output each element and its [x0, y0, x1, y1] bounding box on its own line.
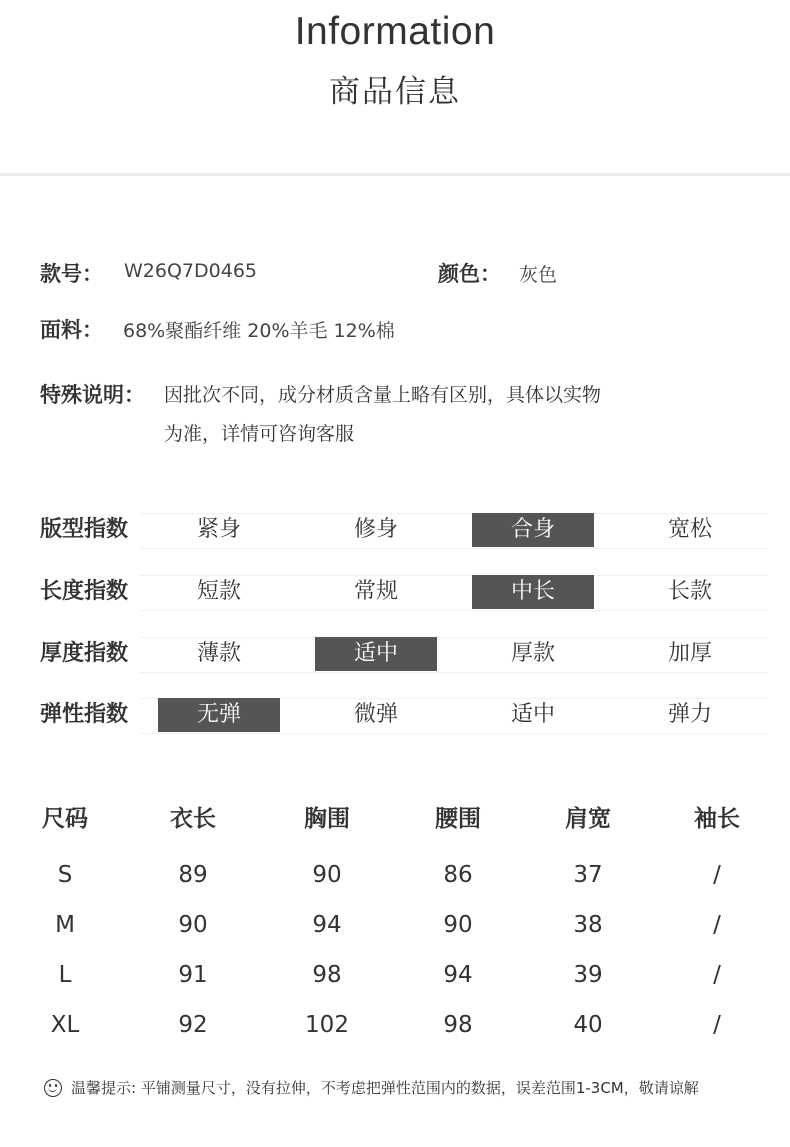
- scale-label: 版型指数: [40, 517, 129, 542]
- size-table-size: XL: [50, 1012, 80, 1038]
- size-table-cell: 90: [178, 912, 208, 938]
- special-note-line-2: 为准，详情可咨询客服: [164, 423, 355, 445]
- color-label: 颜色：: [438, 262, 501, 286]
- size-table-size: S: [57, 862, 73, 888]
- special-note-line-1: 因批次不同，成分材质含量上略有区别，具体以实物: [164, 384, 602, 406]
- scale-option: 宽松: [667, 517, 712, 542]
- style-number-value: W26Q7D0465: [124, 260, 257, 282]
- scale-option: 加厚: [667, 641, 712, 666]
- scale-option: 弹力: [667, 702, 712, 727]
- scale-option: 长款: [667, 579, 712, 604]
- special-note-label: 特殊说明：: [40, 383, 145, 407]
- size-table-size: L: [58, 962, 72, 988]
- size-table-header: 胸围: [304, 806, 350, 832]
- size-table-cell: 102: [305, 1012, 349, 1038]
- color-value: 灰色: [519, 264, 558, 286]
- scale-label: 弹性指数: [40, 702, 129, 727]
- title-english: Information: [294, 10, 496, 53]
- scale-label: 厚度指数: [40, 641, 129, 666]
- size-table-cell: /: [713, 1012, 721, 1038]
- size-table-cell: 98: [312, 962, 342, 988]
- scale-option: 修身: [353, 517, 398, 542]
- scale-option-selected: 适中: [315, 637, 437, 671]
- scale-option-selected: 合身: [472, 513, 594, 547]
- scale-option: 适中: [510, 702, 555, 727]
- scale-option: 紧身: [196, 517, 241, 542]
- smiley-icon: [44, 1079, 62, 1097]
- size-table-cell: 92: [178, 1012, 208, 1038]
- scale-label: 长度指数: [40, 579, 129, 604]
- scale-row: [0, 572, 790, 612]
- size-table-cell: 94: [443, 962, 473, 988]
- scale-option-selected: 中长: [472, 575, 594, 609]
- fabric-value: 68%聚酯纤维 20%羊毛 12%棉: [123, 320, 395, 342]
- size-table-cell: 89: [178, 862, 208, 888]
- size-table-cell: 91: [178, 962, 208, 988]
- size-table-cell: 94: [312, 912, 342, 938]
- fabric-label: 面料：: [40, 318, 103, 342]
- scale-row: [0, 510, 790, 550]
- scale-row: [0, 634, 790, 674]
- size-table-cell: 90: [312, 862, 342, 888]
- size-table-header: 袖长: [694, 806, 740, 832]
- size-table-header: 衣长: [170, 806, 216, 832]
- scale-option: 微弹: [353, 702, 398, 727]
- size-table-cell: /: [713, 912, 721, 938]
- size-table-header: 肩宽: [565, 806, 611, 832]
- scale-option: 常规: [353, 579, 398, 604]
- header-divider: [0, 173, 790, 176]
- scale-option: 短款: [196, 579, 241, 604]
- scale-row: [0, 695, 790, 735]
- size-table-cell: 98: [443, 1012, 473, 1038]
- size-table-cell: 37: [573, 862, 603, 888]
- measurement-tip-text: 温馨提示: 平铺测量尺寸，没有拉伸，不考虑把弹性范围内的数据，误差范围1-3CM，敬请谅解: [71, 1079, 699, 1097]
- size-table-size: M: [55, 912, 75, 938]
- size-table-cell: 86: [443, 862, 473, 888]
- size-table-header: 尺码: [42, 806, 88, 832]
- scale-option: 薄款: [196, 641, 241, 666]
- title-chinese: 商品信息: [329, 74, 461, 110]
- scale-option-selected: 无弹: [158, 698, 280, 732]
- measurement-tip: [44, 1077, 699, 1098]
- size-table-cell: 39: [573, 962, 603, 988]
- size-table-cell: /: [713, 862, 721, 888]
- scale-option: 厚款: [510, 641, 555, 666]
- style-number-label: 款号：: [40, 262, 103, 286]
- size-table-header: 腰围: [435, 806, 481, 832]
- size-table-cell: /: [713, 962, 721, 988]
- size-table-cell: 40: [573, 1012, 603, 1038]
- size-table-cell: 38: [573, 912, 603, 938]
- size-table-cell: 90: [443, 912, 473, 938]
